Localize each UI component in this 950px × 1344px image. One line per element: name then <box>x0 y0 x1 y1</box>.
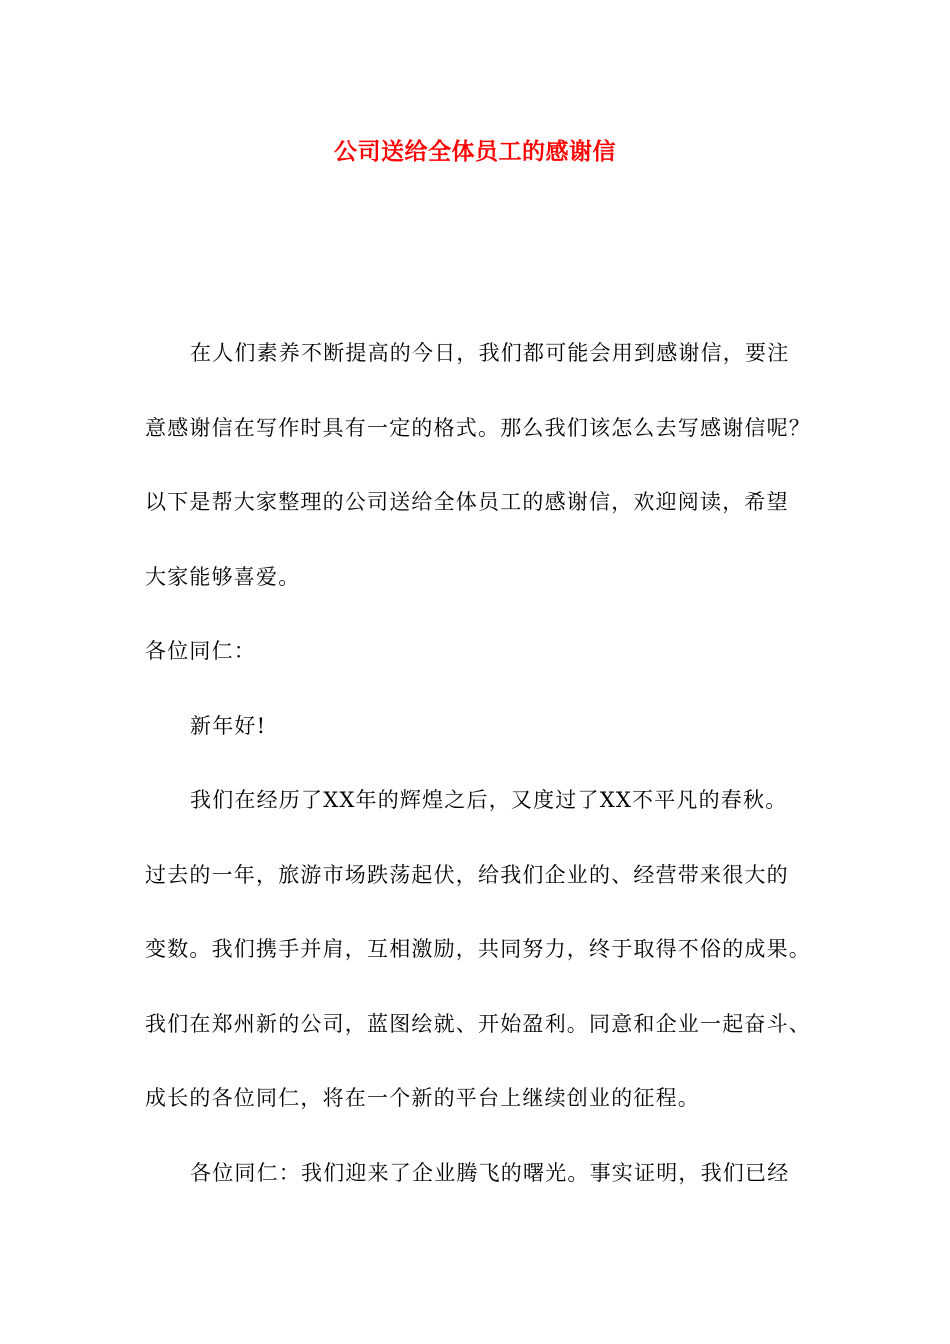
body-line-8: 过去的一年，旅游市场跌荡起伏，给我们企业的、经营带来很大的 <box>145 862 789 887</box>
salutation-line: 各位同仁： <box>145 639 256 663</box>
body-line-1: 在人们素养不断提高的今日，我们都可能会用到感谢信，要注 <box>190 341 790 365</box>
document-title: 公司送给全体员工的感谢信 <box>334 139 616 165</box>
document-body <box>145 316 825 1210</box>
body-line-10: 我们在郑州新的公司，蓝图绘就、开始盈利。同意和企业一起奋斗、 <box>145 1011 811 1036</box>
body-line-7: 我们在经历了XX年的辉煌之后，又度过了XX不平凡的春秋。 <box>190 788 788 812</box>
body-line-3: 以下是帮大家整理的公司送给全体员工的感谢信，欢迎阅读，希望 <box>145 490 789 514</box>
greeting-line: 新年好! <box>190 713 267 738</box>
body-line-2: 意感谢信在写作时具有一定的格式。那么我们该怎么去写感谢信呢？ <box>145 415 811 440</box>
body-line-9: 变数。我们携手并肩，互相激励，共同努力，终于取得不俗的成果。 <box>145 937 811 961</box>
body-line-4: 大家能够喜爱。 <box>145 564 301 589</box>
body-line-12: 各位同仁：我们迎来了企业腾飞的曙光。事实证明，我们已经 <box>190 1160 790 1185</box>
body-line-11: 成长的各位同仁，将在一个新的平台上继续创业的征程。 <box>145 1086 700 1110</box>
